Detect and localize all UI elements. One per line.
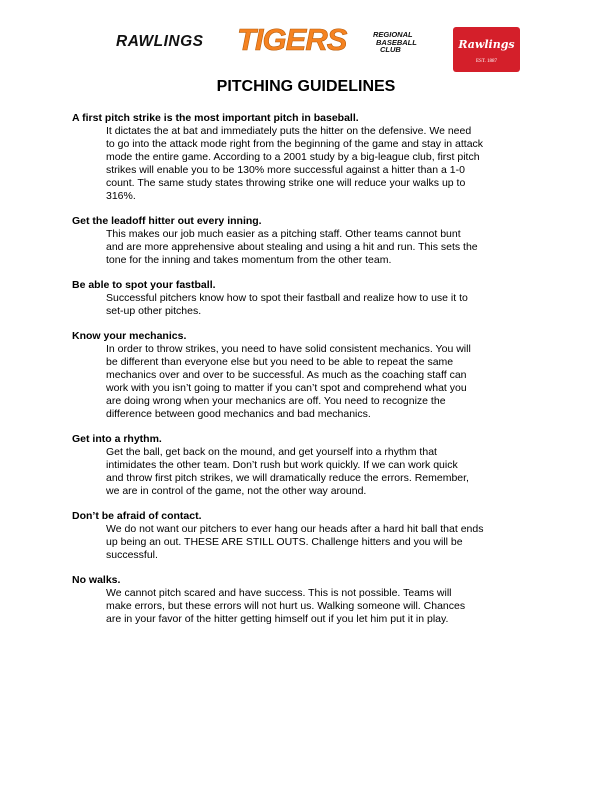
rawlings-logo-est: EST. 1887 bbox=[475, 59, 498, 64]
body-line: intimidates the other team. Don’t rush but work quickly. If we can work quick bbox=[106, 459, 458, 471]
brand-tigers-text: TIGERS bbox=[237, 22, 347, 57]
guideline-section bbox=[72, 279, 552, 318]
section-heading: No walks. bbox=[72, 574, 121, 586]
section-body bbox=[72, 125, 552, 203]
body-line: mechanics over and over to be successful. As much as the coaching staff can bbox=[106, 369, 467, 381]
brand-sub-baseball: BASEBALL bbox=[376, 37, 417, 47]
body-line: and are more apprehensive about stealing and using a hit and run. This sets the bbox=[106, 241, 478, 253]
body-line: In order to throw strikes, you need to have solid consistent mechanics. You will bbox=[106, 343, 471, 355]
section-body bbox=[72, 523, 552, 562]
section-body bbox=[72, 228, 552, 267]
section-heading: Don’t be afraid of contact. bbox=[72, 510, 202, 522]
section-heading: Get into a rhythm. bbox=[72, 433, 162, 445]
header-logo-banner bbox=[0, 0, 612, 80]
guideline-section bbox=[72, 433, 552, 498]
body-line: make errors, but these errors will not hurt us. Walking someone will. Chances bbox=[106, 600, 466, 612]
section-body bbox=[72, 587, 552, 626]
body-line: and throw first pitch strikes, we will dramatically reduce the errors. Remember, bbox=[106, 472, 469, 484]
body-line: are doing wrong when your mechanics are off. You need to recognize the bbox=[106, 395, 446, 407]
body-line: count. The same study states throwing strike one will reduce your walks up to bbox=[106, 177, 466, 189]
body-line: mode the entire game. According to a 2001 study by a big-league club, first pitch bbox=[106, 151, 480, 163]
guideline-section bbox=[72, 112, 552, 203]
rawlings-logo-badge bbox=[453, 27, 520, 72]
body-line: be different than everyone else but you need to be able to repeat the same bbox=[106, 356, 454, 368]
section-heading: Get the leadoff hitter out every inning. bbox=[72, 215, 262, 227]
guideline-section bbox=[72, 215, 552, 267]
body-line: Successful pitchers know how to spot their fastball and realize how to use it to bbox=[106, 292, 468, 304]
body-line: This makes our job much easier as a pitching staff. Other teams cannot bunt bbox=[106, 228, 461, 240]
section-heading: A first pitch strike is the most important pitch in baseball. bbox=[72, 112, 359, 124]
body-line: It dictates the at bat and immediately puts the hitter on the defensive. We need bbox=[106, 125, 472, 137]
brand-sub-regional: REGIONAL bbox=[373, 30, 413, 39]
guideline-section bbox=[72, 574, 552, 626]
body-line: up being an out. THESE ARE STILL OUTS. Challenge hitters and you will be bbox=[106, 536, 463, 548]
body-line: we are in control of the game, not the other way around. bbox=[106, 485, 367, 497]
page-title: PITCHING GUIDELINES bbox=[216, 78, 396, 95]
body-line: to go into the attack mode right from the beginning of the game and stay in attack bbox=[106, 138, 484, 150]
brand-rawlings-text: RAWLINGS bbox=[116, 33, 204, 50]
body-line: work with you isn’t going to matter if you can’t spot and comprehend what you bbox=[106, 382, 467, 394]
body-line: successful. bbox=[106, 549, 158, 561]
guideline-section bbox=[72, 510, 552, 562]
section-body bbox=[72, 343, 552, 421]
brand-sub-club: CLUB bbox=[380, 45, 401, 54]
body-line: difference between good mechanics and bad mechanics. bbox=[106, 408, 371, 420]
section-heading: Know your mechanics. bbox=[72, 330, 187, 342]
body-line: are in your favor of the hitter getting himself out if you let him put it in play. bbox=[106, 613, 449, 625]
section-body bbox=[72, 446, 552, 498]
body-line: Get the ball, get back on the mound, and get yourself into a rhythm that bbox=[106, 446, 437, 458]
body-line: We do not want our pitchers to ever hang our heads after a hard hit ball that ends bbox=[106, 523, 484, 535]
body-line: 316%. bbox=[106, 190, 136, 202]
rawlings-logo-script: Rawlings bbox=[458, 38, 515, 51]
body-line: We cannot pitch scared and have success. This is not possible. Teams will bbox=[106, 587, 452, 599]
brand-subtitle bbox=[368, 31, 432, 54]
section-body bbox=[72, 292, 552, 318]
body-line: set-up other pitches. bbox=[106, 305, 202, 317]
section-heading: Be able to spot your fastball. bbox=[72, 279, 216, 291]
guidelines-content bbox=[72, 112, 552, 638]
body-line: tone for the inning and takes momentum from the other team. bbox=[106, 254, 392, 266]
guideline-section bbox=[72, 330, 552, 421]
body-line: strikes will enable you to be 130% more successful against a hitter than a 1-0 bbox=[106, 164, 465, 176]
